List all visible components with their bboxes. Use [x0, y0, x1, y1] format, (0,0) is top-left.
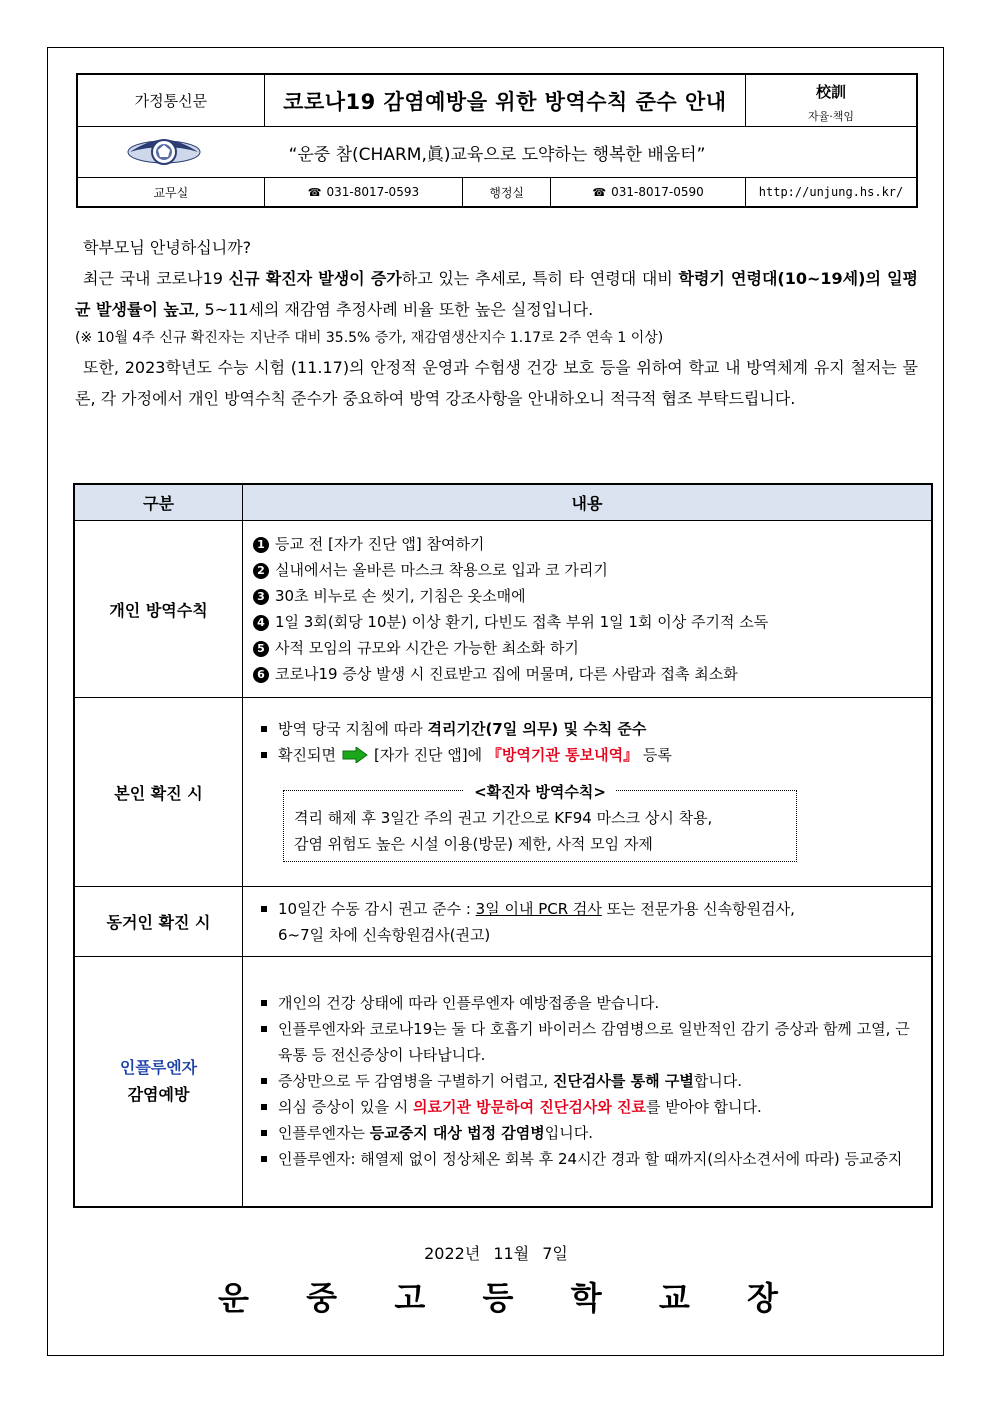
- list-item: 개인의 건강 상태에 따라 인플루엔자 예방접종을 받습니다.: [253, 990, 917, 1016]
- motto-text: 자율·책임: [808, 110, 855, 123]
- table-row-influenza: [74, 957, 932, 1207]
- principal-signature: 운 중 고 등 학 교 장: [218, 1279, 778, 1317]
- personal-rules-list: [253, 531, 917, 687]
- office2-phone: ☎ 031-8017-0590: [551, 178, 746, 208]
- letter-header: [76, 73, 918, 208]
- list-item: 증상만으로 두 감염병을 구별하기 어렵고, 진단검사를 통해 구별합니다.: [253, 1068, 917, 1094]
- list-item: 2 실내에서는 올바른 마스크 착용으로 입과 코 가리기: [253, 557, 917, 583]
- row-label-cohabitant: 동거인 확진 시: [74, 887, 243, 957]
- intro-text: [75, 232, 918, 414]
- confirmed-rules-title: <확진자 방역수칙>: [464, 783, 616, 801]
- list-item: 인플루엔자: 해열제 없이 정상체온 회복 후 24시간 경과 할 때까지(의사소견서에 따라) 등교중지: [253, 1146, 917, 1172]
- list-item: 확진되면 [자가 진단 앱]에 『방역기관 통보내역』 등록: [253, 742, 917, 768]
- table-row-cohabitant: [74, 887, 932, 957]
- list-item: 4 1일 3회(회당 10분) 이상 환기, 다빈도 접촉 부위 1일 1회 이상 주기적 소독: [253, 609, 917, 635]
- office1-phone: ☎ 031-8017-0593: [264, 178, 462, 208]
- school-slogan: “운중 참(CHARM,眞)교육으로 도약하는 행복한 배움터”: [288, 144, 706, 165]
- list-item: 의심 증상이 있을 시 의료기관 방문하여 진단검사와 진료를 받아야 합니다.: [253, 1094, 917, 1120]
- office2-label: 행정실: [463, 178, 551, 208]
- letter-title: 코로나19 감염예방을 위한 방역수칙 준수 안내: [264, 74, 745, 127]
- row-label-self-confirmed: 본인 확진 시: [74, 698, 243, 887]
- column-header-category: 구분: [74, 484, 243, 521]
- guideline-table: [73, 483, 933, 1208]
- slogan-row: [77, 127, 917, 178]
- intro-note: (※ 10월 4주 신규 확진자는 지난주 대비 35.5% 증가, 재감염생산지수 1.17로 2주 연속 1 이상): [75, 330, 664, 346]
- phone-icon: ☎: [307, 186, 322, 199]
- table-row-self-confirmed: [74, 698, 932, 887]
- list-item: 1 등교 전 [자가 진단 앱] 참여하기: [253, 531, 917, 557]
- letter-category: 가정통신문: [77, 74, 264, 127]
- office1-label: 교무실: [77, 178, 264, 208]
- motto-label: 校訓: [816, 83, 847, 101]
- intro-paragraph-1: 최근 국내 코로나19 신규 확진자 발생이 증가하고 있는 추세로, 특히 타 연령대 대비 학령기 연령대(10~19세)의 일평균 발생률이 높고, 5~11세의 재감염 추정사례 비율 또한 높은 실정입니다.: [75, 269, 918, 319]
- list-item: 인플루엔자와 코로나19는 둘 다 호흡기 바이러스 감염병으로 일반적인 감기 증상과 함께 고열, 근육통 등 전신증상이 나타납니다.: [253, 1016, 917, 1068]
- list-item: 5 사적 모임의 규모와 시간은 가능한 최소화 하기: [253, 635, 917, 661]
- list-item: 방역 당국 지침에 따라 격리기간(7일 의무) 및 수칙 준수: [253, 716, 917, 742]
- issue-date: 2022년 11월 7일: [424, 1244, 568, 1263]
- list-item: 3 30초 비누로 손 씻기, 기침은 옷소매에: [253, 583, 917, 609]
- column-header-content: 내용: [243, 484, 933, 521]
- confirmed-rules-box: <확진자 방역수칙> 격리 해제 후 3일간 주의 권고 기간으로 KF94 마스크 상시 착용, 감염 위험도 높은 시설 이용(방문) 제한, 사적 모임 자제: [283, 790, 797, 862]
- list-item: 10일간 수동 감시 권고 준수 : 3일 이내 PCR 검사 또는 전문가용 신속항원검사, 6~7일 차에 신속항원검사(권고): [253, 896, 917, 948]
- row-label-influenza: 인플루엔자 감염예방: [74, 957, 243, 1207]
- greeting: 학부모님 안녕하십니까?: [83, 238, 252, 257]
- school-website-link[interactable]: http://unjung.hs.kr/: [746, 178, 917, 208]
- arrow-right-icon: [342, 747, 368, 763]
- table-row-personal: [74, 521, 932, 698]
- row-label-personal: 개인 방역수칙: [74, 521, 243, 698]
- list-item: 6 코로나19 증상 발생 시 진료받고 집에 머물며, 다른 사람과 접촉 최소화: [253, 661, 917, 687]
- school-motto: [746, 74, 917, 127]
- phone-icon: ☎: [592, 186, 607, 199]
- list-item: 인플루엔자는 등교중지 대상 법정 감염병입니다.: [253, 1120, 917, 1146]
- intro-paragraph-2: 또한, 2023학년도 수능 시험 (11.17)의 안정적 운영과 수험생 건강 보호 등을 위하여 학교 내 방역체계 유지 철저는 물론, 각 가정에서 개인 방역수칙 준수가 중요하여 방역 강조사항을 안내하오니 적극적 협조 부탁드립니다.: [75, 358, 918, 408]
- school-emblem-icon: [126, 133, 202, 171]
